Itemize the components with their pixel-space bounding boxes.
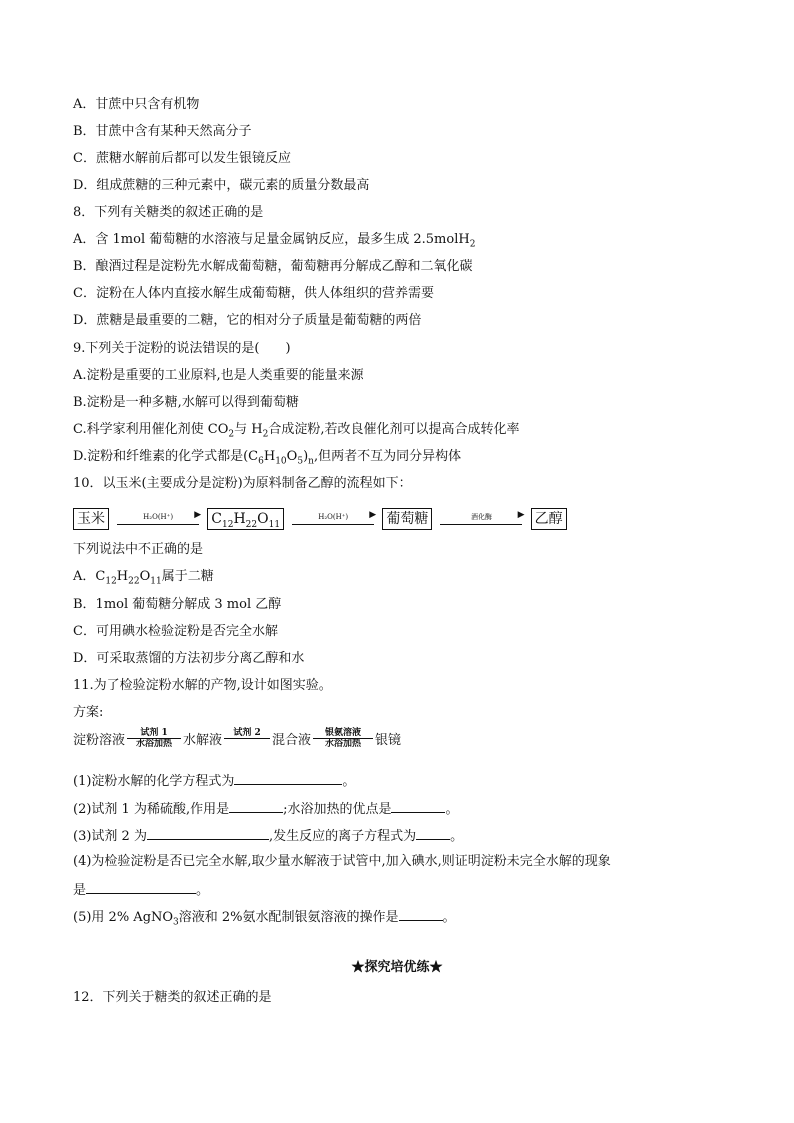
flow-arrow-2-label: H₂O(H⁺) [318, 513, 349, 521]
subscript: 2 [228, 429, 235, 440]
text: C.科学家利用催化剂使 CO [73, 422, 229, 437]
q10-option-d: D．可采取蒸馏的方法初步分离乙醇和水 [73, 651, 305, 666]
text: 合成淀粉,若改良催化剂可以提高合成转化率 [268, 422, 520, 437]
q11-part-5 [73, 907, 456, 927]
text: ,但两者不互为同分异构体 [313, 449, 462, 464]
text: ;水浴加热的优点是 [283, 802, 392, 817]
chain-arrow-2-top: 试剂 2 [233, 728, 261, 738]
subscript: 5 [297, 456, 304, 467]
subscript: 22 [245, 519, 258, 530]
text: (1)淀粉水解的化学方程式为 [73, 774, 235, 789]
q9-option-b: B.淀粉是一种多糖,水解可以得到葡萄糖 [73, 395, 299, 410]
text: H [263, 449, 276, 464]
q11-stem: 11.为了检验淀粉水解的产物,设计如图实验。 [73, 678, 332, 693]
q8-option-a [73, 231, 475, 249]
q10-option-a [73, 568, 214, 586]
q11-part-3 [73, 826, 463, 846]
text: 溶液和 2%氨水配制银氨溶液的操作是 [178, 910, 399, 925]
chain-arrow-3 [313, 728, 373, 749]
q10-stem: 10．以玉米(主要成分是淀粉)为原料制备乙醇的流程如下： [73, 476, 412, 491]
text: ,发生反应的离子方程式为 [268, 829, 417, 844]
q11-part-2 [73, 799, 459, 819]
arrowhead-icon: ▶ [369, 510, 377, 520]
q11-reaction-chain [73, 728, 401, 749]
chain-arrow-1 [127, 728, 181, 749]
q8-stem: 8．下列有关糖类的叙述正确的是 [73, 205, 264, 220]
text: 与 H [234, 422, 263, 437]
text: (2)试剂 1 为稀硫酸,作用是 [73, 802, 230, 817]
chain-arrow-3-top: 银氨溶液 [325, 728, 362, 738]
text: ) [303, 449, 309, 464]
q11-part-1 [73, 771, 355, 791]
answer-blank[interactable] [391, 799, 445, 813]
text: O [139, 569, 151, 584]
chain-node-silver-mirror: 银镜 [375, 733, 402, 748]
text: 。 [442, 910, 456, 925]
answer-blank[interactable] [399, 907, 443, 921]
q10-sub-stem: 下列说法中不正确的是 [73, 542, 204, 557]
text: H [116, 569, 129, 584]
answer-blank[interactable] [147, 826, 269, 840]
q10-option-c: C．可用碘水检验淀粉是否完全水解 [73, 624, 278, 639]
flow-arrow-3-label: 酒化酶 [470, 513, 492, 521]
q11-part-4-cont [73, 880, 209, 900]
text: C [211, 511, 222, 527]
subscript: 12 [105, 576, 117, 587]
arrowhead-icon: ▶ [194, 510, 202, 520]
subscript: 22 [128, 576, 140, 587]
text: H [233, 511, 246, 527]
flow-arrow-1-label: H₂O(H⁺) [143, 513, 174, 521]
q7-option-a: A．甘蔗中只含有机物 [73, 97, 200, 112]
answer-blank[interactable] [86, 880, 196, 894]
text: 。 [196, 883, 210, 898]
flow-box-corn: 玉米 [73, 508, 109, 530]
arrowhead-icon: ▶ [517, 510, 525, 520]
flow-box-glucose: 葡萄糖 [382, 508, 432, 530]
text: D.淀粉和纤维素的化学式都是(C [73, 449, 259, 464]
answer-blank[interactable] [229, 799, 283, 813]
chain-arrow-1-bottom: 水浴加热 [136, 739, 173, 749]
q7-option-d: D．组成蔗糖的三种元素中，碳元素的质量分数最高 [73, 178, 370, 193]
text: O [257, 511, 269, 527]
subscript: 12 [222, 519, 234, 530]
q8-option-a-text: A．含 1mol 葡萄糖的水溶液与足量金属钠反应，最多生成 2.5molH [73, 232, 470, 247]
q7-option-c: C．蔗糖水解前后都可以发生银镜反应 [73, 151, 291, 166]
subscript: 11 [268, 519, 281, 530]
subscript: n [308, 456, 314, 467]
q7-option-b: B．甘蔗中含有某种天然高分子 [73, 124, 252, 139]
q8-option-c: C．淀粉在人体内直接水解生成葡萄糖，供人体组织的营养需要 [73, 286, 434, 301]
subscript: 10 [275, 456, 287, 467]
subscript: 6 [258, 456, 264, 467]
section-title: ★探究培优练★ [351, 960, 443, 975]
text: 。 [342, 774, 356, 789]
subscript: 2 [262, 429, 269, 440]
q11-part-4: (4)为检验淀粉是否已完全水解,取少量水解液于试管中,加入碘水,则证明淀粉未完全水解的现象 [73, 854, 611, 869]
subscript: 2 [469, 239, 476, 250]
text: (5)用 2% AgNO [73, 910, 174, 925]
flow-arrow-3 [440, 510, 525, 525]
q10-option-b: B．1mol 葡萄糖分解成 3 mol 乙醇 [73, 597, 282, 612]
q9-option-c [73, 421, 519, 439]
q10-flowchart [73, 508, 567, 530]
q9-option-d [73, 448, 461, 466]
q9-stem: 9.下列关于淀粉的说法错误的是( ) [73, 341, 291, 356]
chain-arrow-2 [224, 728, 270, 749]
chain-arrow-1-top: 试剂 1 [140, 728, 168, 738]
q8-option-d: D．蔗糖是最重要的二糖，它的相对分子质量是葡萄糖的两倍 [73, 313, 422, 328]
text: 。 [450, 829, 464, 844]
text: 。 [445, 802, 459, 817]
subscript: 11 [150, 576, 162, 587]
flow-box-disaccharide [207, 508, 284, 530]
text: 是 [73, 883, 87, 898]
flow-box-ethanol: 乙醇 [531, 508, 567, 530]
subscript: 3 [173, 917, 179, 928]
text: (3)试剂 2 为 [73, 829, 147, 844]
chain-node-hydrolysate: 水解液 [183, 733, 223, 748]
answer-blank[interactable] [416, 826, 450, 840]
chain-node-mixture: 混合液 [272, 733, 312, 748]
answer-blank[interactable] [234, 771, 342, 785]
flow-arrow-2 [292, 510, 377, 525]
text: A．C [73, 569, 106, 584]
q12-stem: 12．下列关于糖类的叙述正确的是 [73, 990, 272, 1005]
flow-arrow-1 [117, 510, 202, 525]
chain-arrow-3-bottom: 水浴加热 [325, 739, 362, 749]
text: O [286, 449, 298, 464]
q8-option-b: B．酿酒过程是淀粉先水解成葡萄糖，葡萄糖再分解成乙醇和二氧化碳 [73, 259, 473, 274]
q11-plan-label: 方案: [73, 705, 104, 720]
chain-node-starch-solution: 淀粉溶液 [73, 733, 126, 748]
q9-option-a: A.淀粉是重要的工业原料,也是人类重要的能量来源 [73, 368, 364, 383]
text: 属于二糖 [161, 569, 214, 584]
